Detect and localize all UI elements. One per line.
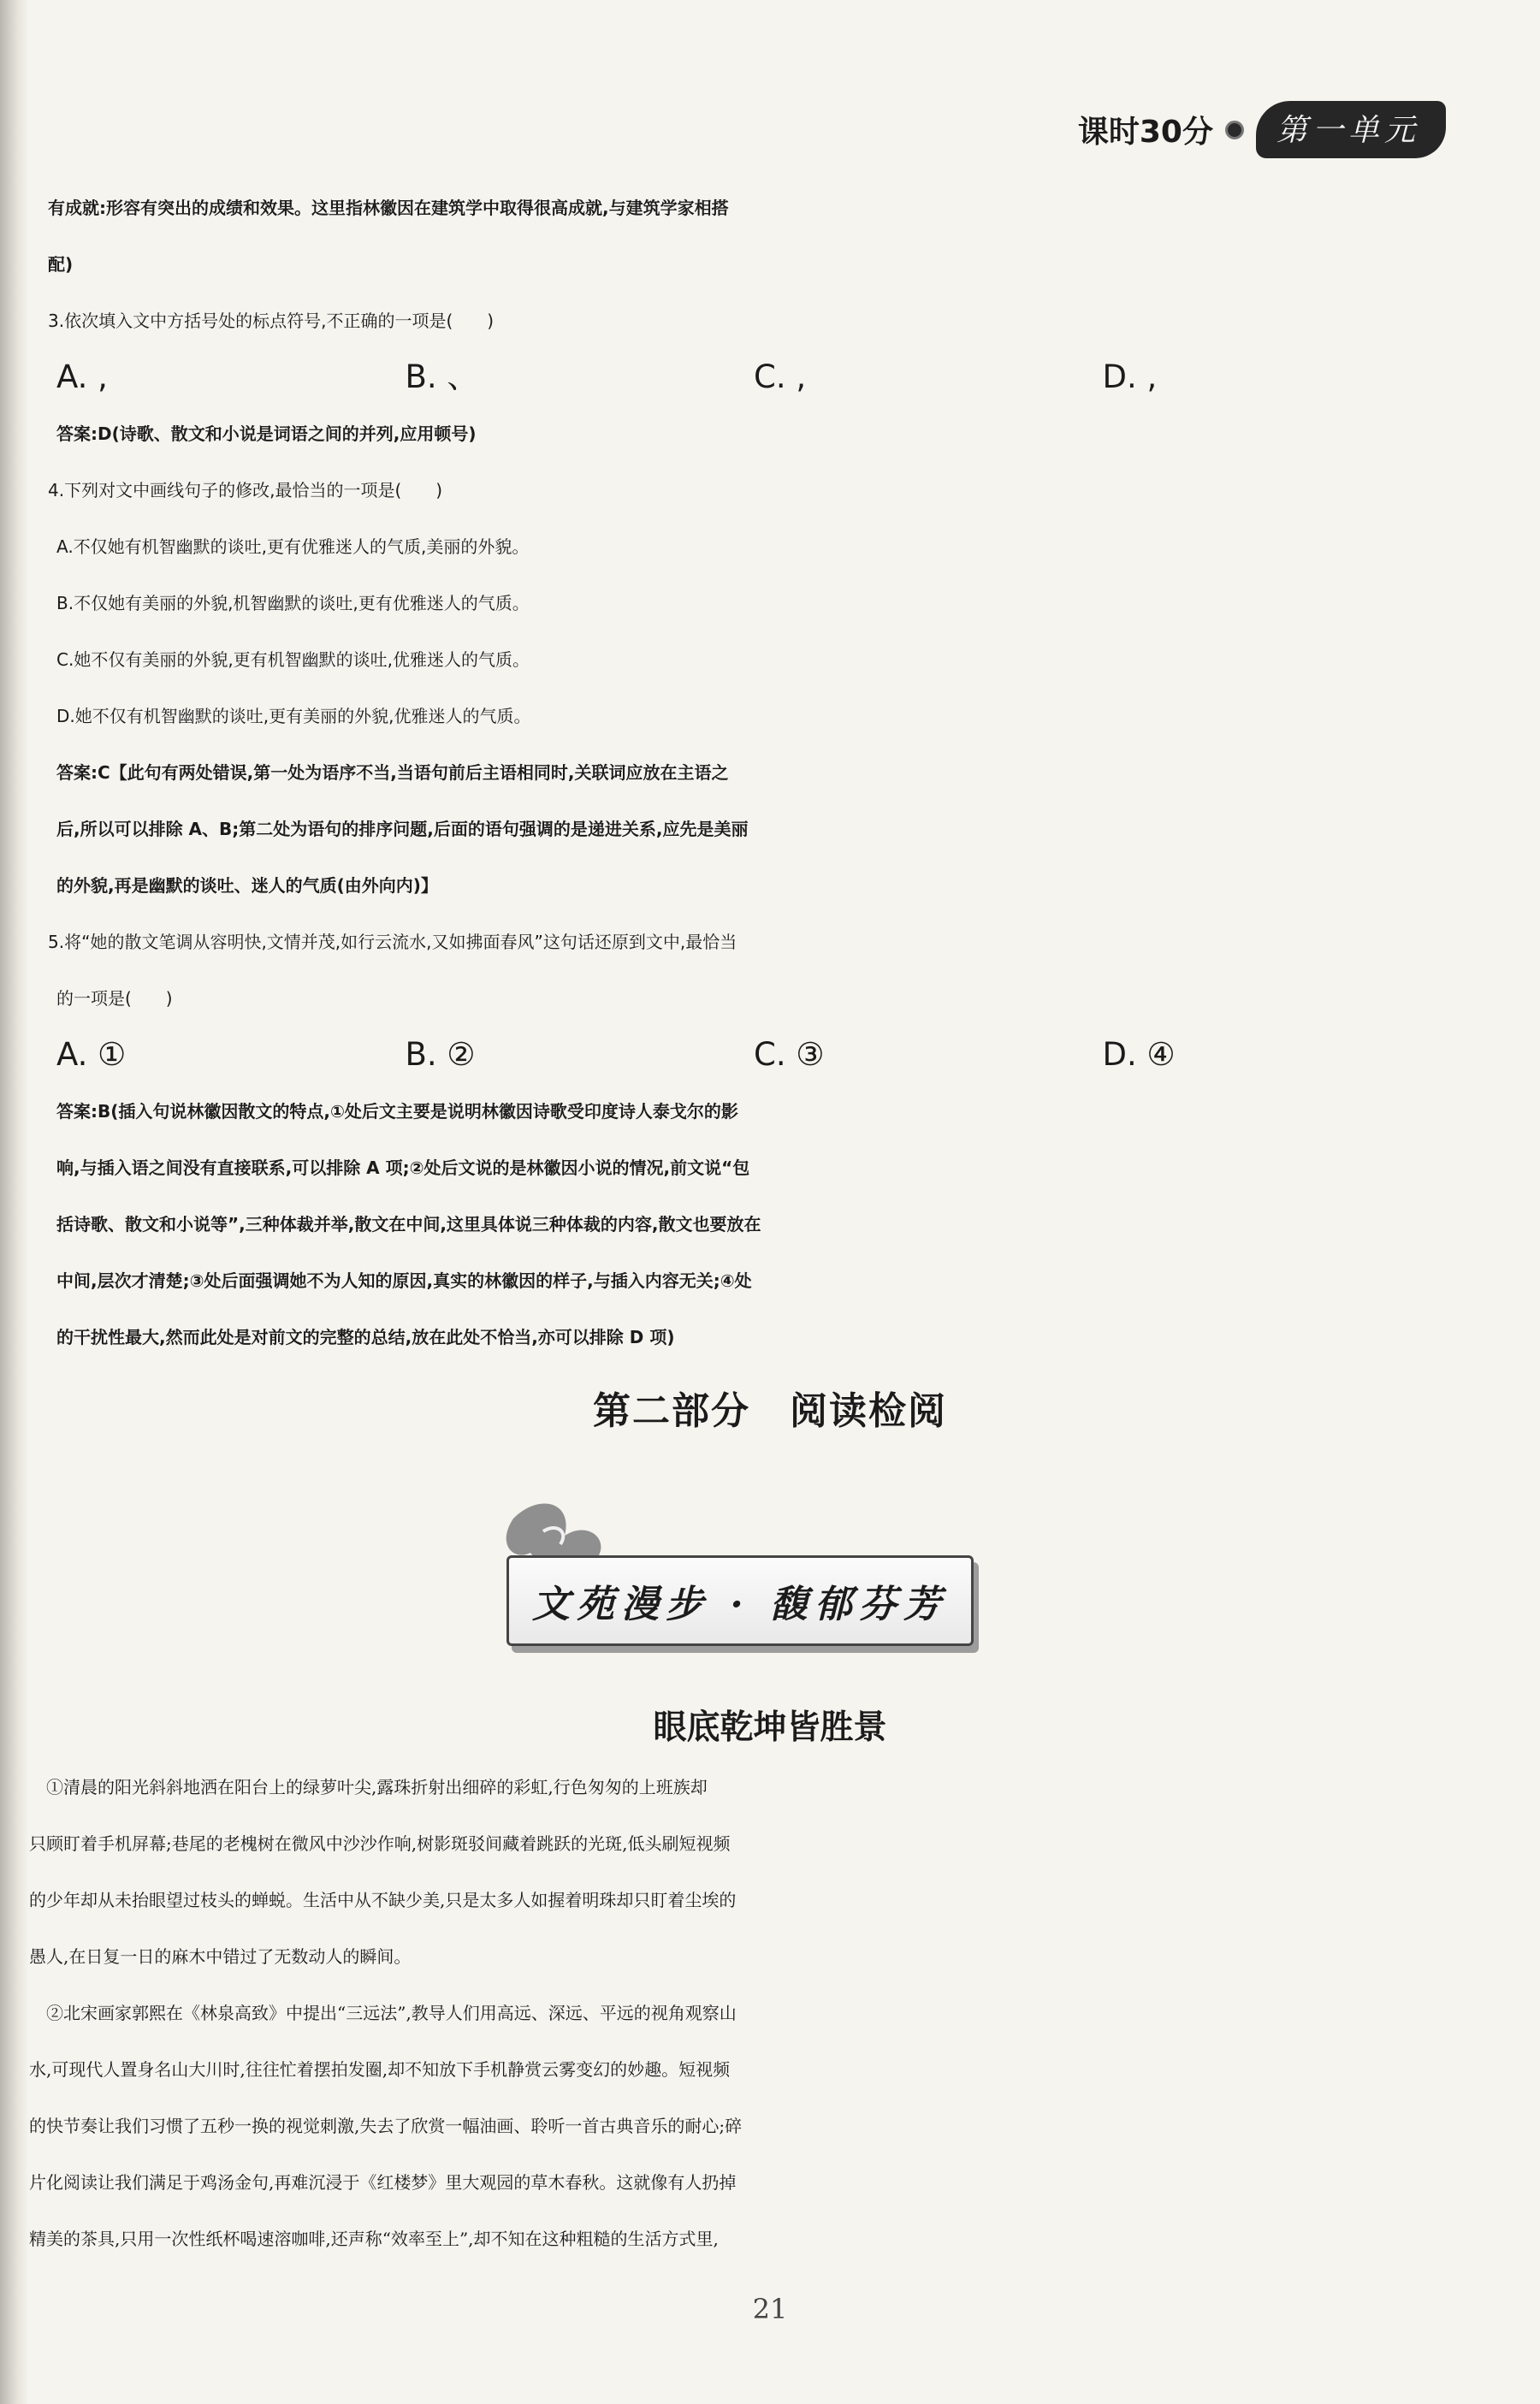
unit-badge: 第一单元 (1256, 101, 1446, 158)
option-c: C. , (754, 358, 807, 395)
q5-options (48, 1027, 1451, 1083)
question-3: 3.依次填入文中方括号处的标点符号,不正确的一项是( ) (48, 311, 495, 331)
q5-answer-line: 答案:B(插入句说林徽因散文的特点,①处后文主要是说明林徽因诗歌受印度诗人泰戈尔的影 (56, 1101, 738, 1122)
option-a: A.不仅她有机智幽默的谈吐,更有优雅迷人的气质,美丽的外貌。 (56, 536, 530, 557)
question-4: 4.下列对文中画线句子的修改,最恰当的一项是( ) (48, 480, 443, 500)
page-number (0, 2293, 1540, 2325)
article-line: 的快节奏让我们习惯了五秒一换的视觉刺激,失去了欣赏一幅油画、聆听一首古典音乐的耐心;碎 (29, 2116, 743, 2136)
section-banner (506, 1555, 974, 1646)
bullet-icon (1225, 121, 1244, 139)
article-line: ①清晨的阳光斜斜地洒在阳台上的绿萝叶尖,露珠折射出细碎的彩虹,行色匆匆的上班族却 (29, 1777, 708, 1797)
q3-options (48, 349, 1451, 406)
q4-answer-line: 的外貌,再是幽默的谈吐、迷人的气质(由外向内)】 (56, 875, 438, 896)
article-line: 精美的茶具,只用一次性纸杯喝速溶咖啡,还声称“效率至上”,却不知在这种粗糙的生活方式里, (29, 2229, 719, 2249)
option-d: D. ④ (1102, 1036, 1176, 1073)
option-d: D. , (1102, 358, 1158, 395)
page-number-value: 21 (752, 2293, 788, 2325)
text-line: 有成就:形容有突出的成绩和效果。这里指林徽因在建筑学中取得很高成就,与建筑学家相搭 (48, 198, 729, 218)
option-b: B. ② (405, 1036, 476, 1073)
option-c: C.她不仅有美丽的外貌,更有机智幽默的谈吐,优雅迷人的气质。 (56, 649, 530, 670)
article-line: 愚人,在日复一日的麻木中错过了无数动人的瞬间。 (29, 1946, 412, 1967)
article-line: 片化阅读让我们满足于鸡汤金句,再难沉浸于《红楼梦》里大观园的草木春秋。这就像有人扔掉 (29, 2172, 737, 2193)
article-body (29, 1759, 1449, 2267)
q4-answer-line: 答案:C【此句有两处错误,第一处为语序不当,当语句前后主语相同时,关联词应放在主语之 (56, 762, 729, 783)
exercise-section (48, 180, 1451, 1365)
article-line: 的少年却从未抬眼望过枝头的蝉蜕。生活中从不缺少美,只是太多人如握着明珠却只盯着尘埃的 (29, 1890, 737, 1910)
q5-answer-line: 响,与插入语之间没有直接联系,可以排除 A 项;②处后文说的是林徽因小说的情况,前文说“包 (56, 1158, 750, 1178)
page-header (1078, 101, 1446, 158)
article-title: 眼底乾坤皆胜景 (653, 1708, 887, 1747)
question-5: 5.将“她的散文笔调从容明快,文情并茂,如行云流水,又如拂面春风”这句话还原到文中,最恰当 (48, 932, 737, 952)
q3-answer: 答案:D(诗歌、散文和小说是词语之间的并列,应用顿号) (56, 423, 477, 444)
text-line: 配) (48, 254, 74, 275)
binding-shadow (0, 0, 29, 2404)
option-b: B.不仅她有美丽的外貌,机智幽默的谈吐,更有优雅迷人的气质。 (56, 593, 530, 613)
q5-answer-line: 的干扰性最大,然而此处是对前文的完整的总结,放在此处不恰当,亦可以排除 D 项) (56, 1327, 675, 1347)
option-a: A. ① (56, 1036, 127, 1073)
option-a: A. , (56, 358, 108, 395)
q5-answer-line: 中间,层次才清楚;③处后面强调她不为人知的原因,真实的林徽因的样子,与插入内容无关;④处 (56, 1270, 752, 1291)
q5-answer-line: 括诗歌、散文和小说等”,三种体裁并举,散文在中间,这里具体说三种体裁的内容,散文也要放在 (56, 1214, 761, 1235)
article-line: ②北宋画家郭熙在《林泉高致》中提出“三远法”,教导人们用高远、深远、平远的视角观察山 (29, 2003, 737, 2023)
banner-text: 文苑漫步 · 馥郁芬芳 (532, 1583, 948, 1626)
option-b: B. 、 (405, 358, 479, 395)
option-d: D.她不仅有机智幽默的谈吐,更有美丽的外貌,优雅迷人的气质。 (56, 706, 531, 726)
article-line: 水,可现代人置身名山大川时,往往忙着摆拍发圈,却不知放下手机静赏云雾变幻的妙趣。短视频 (29, 2059, 731, 2080)
option-c: C. ③ (754, 1036, 825, 1073)
article-line: 只顾盯着手机屏幕;巷尾的老槐树在微风中沙沙作响,树影斑驳间藏着跳跃的光斑,低头刷短视频 (29, 1833, 731, 1854)
question-5-cont: 的一项是( ) (56, 988, 173, 1009)
q4-answer-line: 后,所以可以排除 A、B;第二处为语句的排序问题,后面的语句强调的是递进关系,应先是美丽 (56, 819, 749, 839)
header-label: 课时30分 (1077, 115, 1213, 150)
section-title: 第二部分 阅读检阅 (593, 1389, 947, 1433)
